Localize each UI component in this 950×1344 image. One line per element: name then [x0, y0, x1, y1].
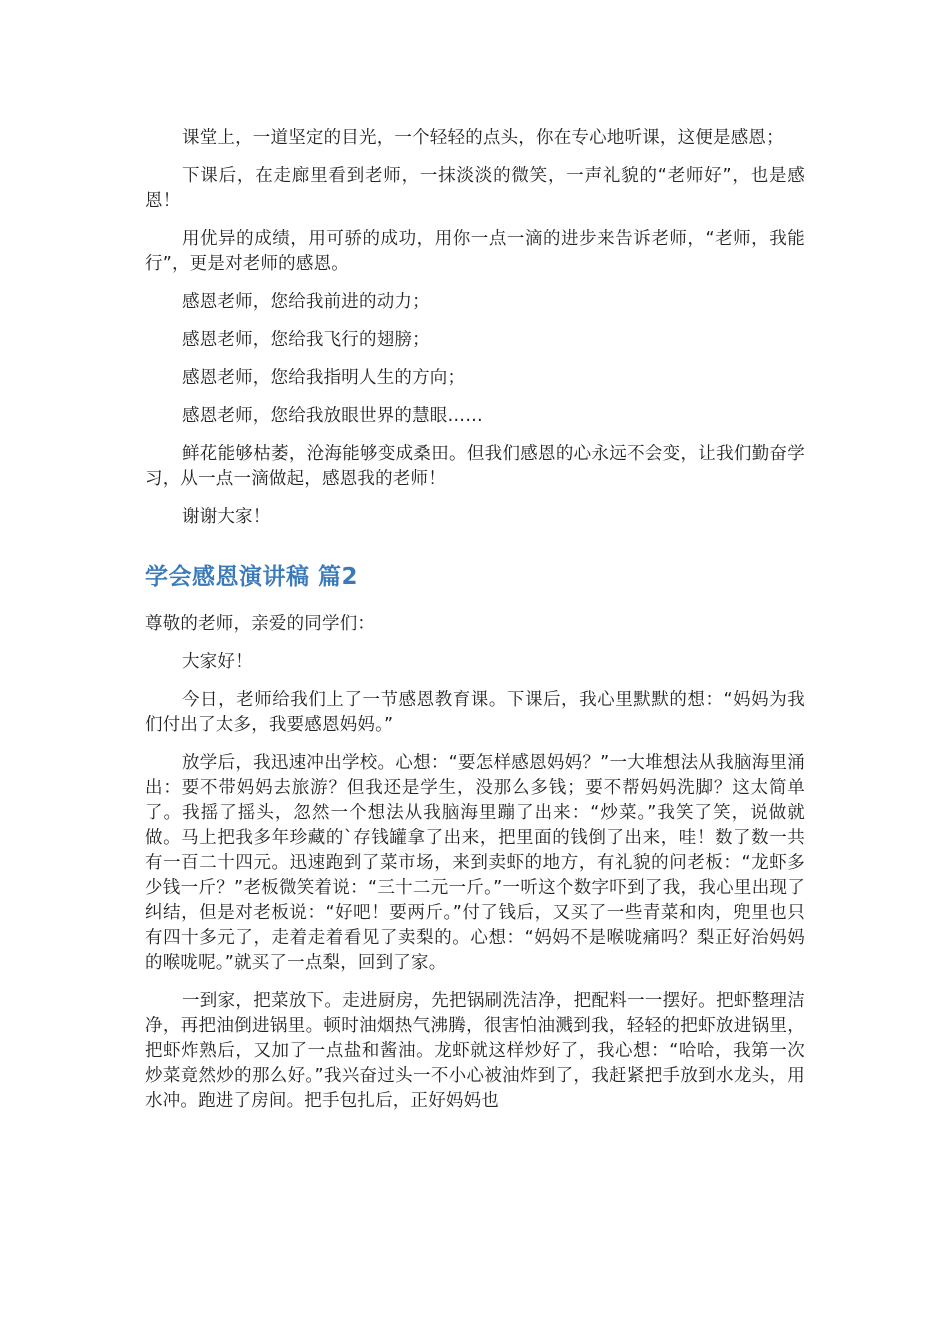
- salutation: 尊敬的老师，亲爱的同学们：: [145, 614, 376, 634]
- paragraph: 感恩老师，您给我前进的动力；: [182, 292, 430, 312]
- paragraph: 感恩老师，您给我飞行的翅膀；: [182, 330, 430, 350]
- paragraph: 感恩老师，您给我指明人生的方向；: [182, 368, 466, 388]
- section-heading: 学会感恩演讲稿 篇2: [145, 564, 359, 590]
- paragraph: 大家好！: [182, 652, 253, 672]
- paragraph: 下课后，在走廊里看到老师，一抹淡淡的微笑，一声礼貌的“老师好”，也是感恩！: [145, 166, 805, 211]
- paragraph: 谢谢大家！: [182, 507, 271, 527]
- document-page: [145, 126, 805, 1127]
- paragraph: 放学后，我迅速冲出学校。心想：“要怎样感恩妈妈？”一大堆想法从我脑海里涌出：要不带妈妈去旅游？但我还是学生，没那么多钱；要不帮妈妈洗脚？这太简单了。我摇了摇头，忽然一个想法从我脑海里蹦了出来：“炒菜。”我笑了笑，说做就做。马上把我多年珍藏的`存钱罐拿了出来，把里面的钱倒了出来，哇！数了数一共有一百二十四元。迅速跑到了菜市场，来到卖虾的地方，有礼貌的问老板：“龙虾多少钱一斤？”老板微笑着说：“三十二元一斤。”一听这个数字吓到了我，我心里出现了纠结，但是对老板说：“好吧！要两斤。”付了钱后，又买了一些青菜和肉，兜里也只有四十多元了，走着走着看见了卖梨的。心想：“妈妈不是喉咙痛吗？梨正好治妈妈的喉咙呢。”就买了一点梨，回到了家。: [145, 753, 805, 973]
- paragraph: 用优异的成绩，用可骄的成功，用你一点一滴的进步来告诉老师，“老师，我能行”，更是对老师的感恩。: [145, 229, 805, 274]
- paragraph: 一到家，把菜放下。走进厨房，先把锅刷洗洁净，把配料一一摆好。把虾整理洁净，再把油倒进锅里。顿时油烟热气沸腾，很害怕油溅到我，轻轻的把虾放进锅里，把虾炸熟后，又加了一点盐和酱油。龙虾就这样炒好了，我心想：“哈哈，我第一次炒菜竟然炒的那么好。”我兴奋过头一不小心被油炸到了，我赶紧把手放到水龙头，用水冲。跑进了房间。把手包扎后，正好妈妈也: [145, 991, 805, 1111]
- paragraph: 今日，老师给我们上了一节感恩教育课。下课后，我心里默默的想：“妈妈为我们付出了太多，我要感恩妈妈。”: [145, 690, 805, 735]
- paragraph: 感恩老师，您给我放眼世界的慧眼……: [182, 406, 483, 426]
- paragraph: 课堂上，一道坚定的目光，一个轻轻的点头，你在专心地听课，这便是感恩；: [182, 128, 784, 148]
- paragraph: 鲜花能够枯萎，沧海能够变成桑田。但我们感恩的心永远不会变，让我们勤奋学习，从一点一滴做起，感恩我的老师！: [145, 444, 805, 489]
